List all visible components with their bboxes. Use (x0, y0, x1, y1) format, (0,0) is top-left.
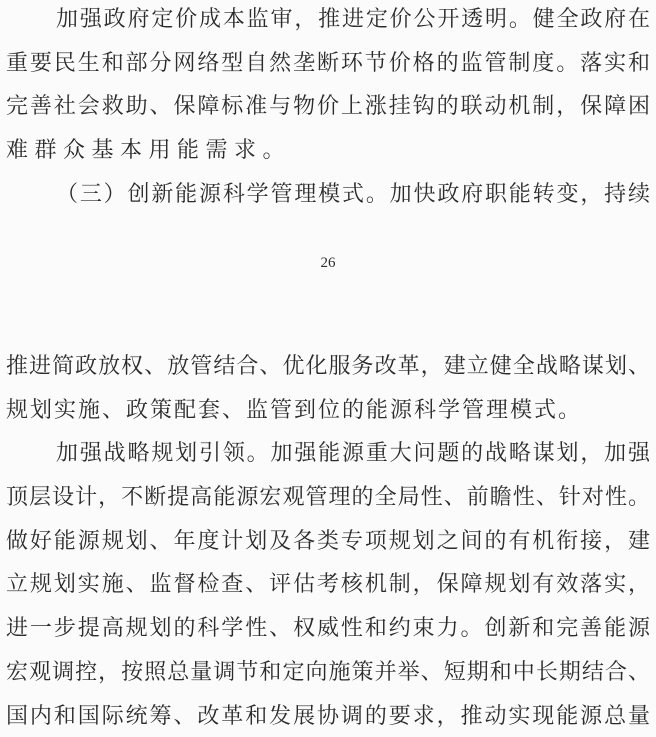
section-heading: （三）创新能源科学管理模式。 (56, 181, 390, 206)
text-line: 规划实施、政策配套、监管到位的能源科学管理模式。 (6, 388, 650, 432)
page-26-text-block (6, 0, 650, 215)
text-line: 顶层设计，不断提高能源宏观管理的全局性、前瞻性、针对性。 (6, 475, 650, 519)
text-line: 重要民生和部分网络型自然垄断环节价格的监管制度。落实和 (6, 41, 650, 85)
text-line: 推进简政放权、放管结合、优化服务改革，建立健全战略谋划、 (6, 344, 650, 388)
page-number: 26 (0, 252, 656, 274)
section-heading-continuation: 加快政府职能转变，持续 (390, 181, 650, 206)
text-line: 立规划实施、监督检查、评估考核机制，保障规划有效落实， (6, 562, 650, 606)
text-line: 完善社会救助、保障标准与物价上涨挂钩的联动机制，保障困 (6, 84, 650, 128)
text-line: 加强战略规划引领。加强能源重大问题的战略谋划，加强 (6, 431, 650, 475)
text-line: 做好能源规划、年度计划及各类专项规划之间的有机衔接，建 (6, 519, 650, 563)
text-line: 国内和国际统筹、改革和发展协调的要求，推动实现能源总量 (6, 694, 650, 737)
text-line-section-3 (6, 172, 650, 216)
text-line: 加强政府定价成本监审，推进定价公开透明。健全政府在 (6, 0, 650, 41)
page-27-text-block (6, 344, 650, 737)
text-line: 宏观调控，按照总量调节和定向施策并举、短期和中长期结合、 (6, 650, 650, 694)
text-line: 难群众基本用能需求。 (6, 128, 650, 172)
text-line: 进一步提高规划的科学性、权威性和约束力。创新和完善能源 (6, 606, 650, 650)
